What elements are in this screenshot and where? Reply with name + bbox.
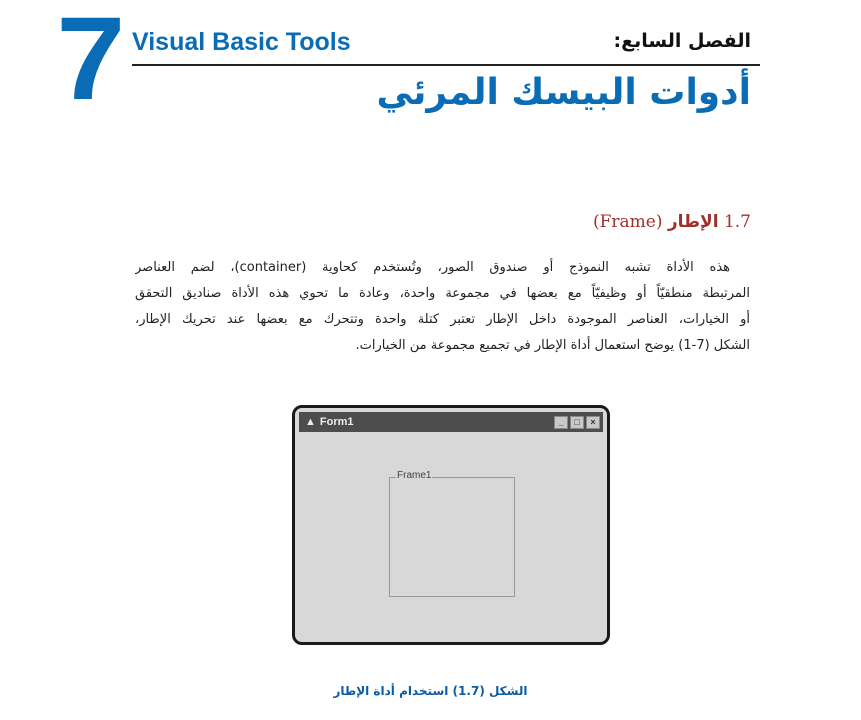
section-title-en: (Frame) (592, 212, 663, 232)
arabic-chapter-title: أدوات البيسك المرئي (376, 72, 751, 113)
chapter-number: 7 (56, 0, 126, 125)
maximize-icon: □ (570, 416, 584, 429)
section-number: 1.7 (723, 212, 751, 232)
form-window-figure (292, 405, 610, 645)
frame-control (389, 470, 515, 597)
section-title-ar: الإطار (667, 212, 719, 232)
close-icon: × (586, 416, 600, 429)
window-title: Form1 (319, 416, 354, 428)
paragraph-line: هذه الأداة تشبه النموذج أو صندوق الصور، وتُستخدم كحاوية (container)، لضم العناصر (135, 260, 730, 275)
frame-caption: Frame1 (397, 470, 432, 481)
paragraph-line: المرتبطة منطقيّاً أو وظيفيّاً مع بعضها في مجموعة واحدة، وعادة ما تحوي هذه الأداة صناديق التحقق (135, 286, 750, 301)
english-chapter-title: Visual Basic Tools (132, 28, 351, 56)
body-paragraph (135, 255, 750, 359)
figure-caption: الشكل (1.7) استخدام أداة الإطار (333, 684, 528, 698)
paragraph-line: أو الخيارات، العناصر الموجودة داخل الإطار تعتبر كتلة واحدة وتتحرك مع بعضها عند تحريك الإطار، (135, 312, 750, 327)
chapter-label: الفصل السابع: (613, 30, 751, 52)
paragraph-line: الشكل (7-1) يوضح استعمال أداة الإطار في تجميع مجموعة من الخيارات. (355, 338, 750, 353)
header-divider (132, 64, 760, 66)
form-icon: ▲ (305, 416, 316, 428)
minimize-icon: _ (554, 416, 568, 429)
section-heading (593, 212, 751, 232)
window-title-bar (299, 412, 603, 432)
